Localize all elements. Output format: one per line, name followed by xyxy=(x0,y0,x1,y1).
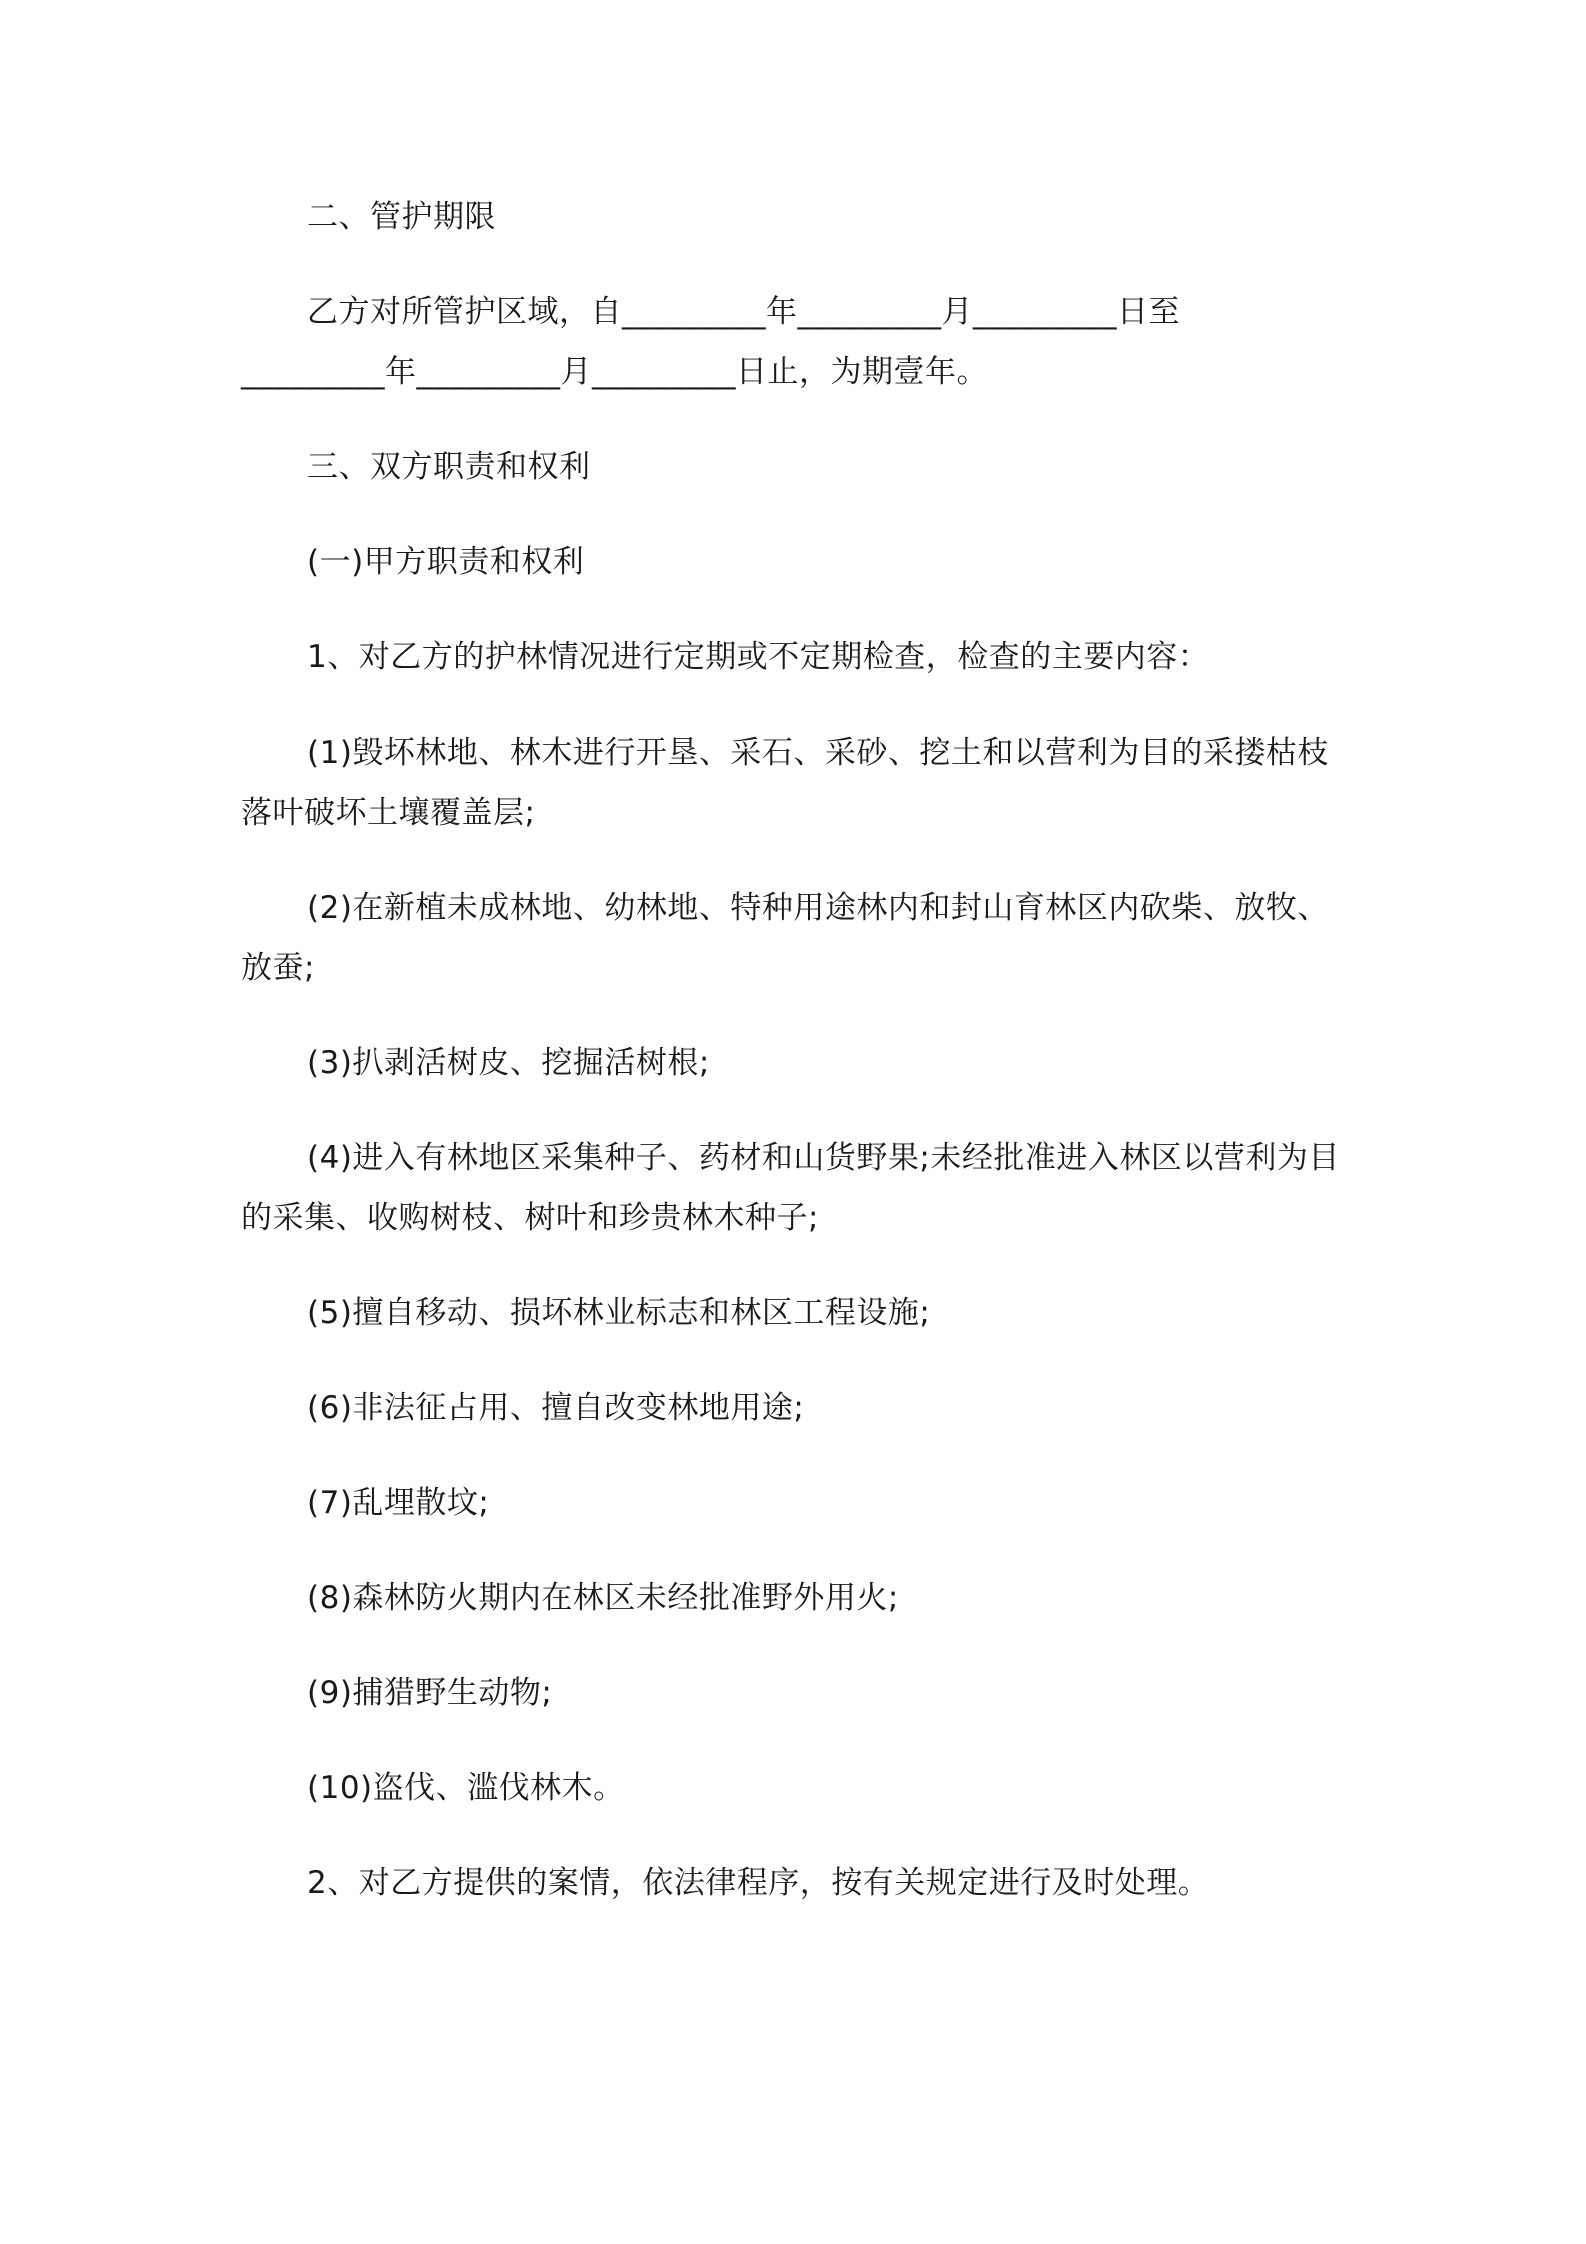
sub-item-1-line-2: 落叶破坏土壤覆盖层; xyxy=(241,795,536,831)
sub-item-10: (10)盗伐、滥伐林木。 xyxy=(307,1770,625,1806)
sub-item-1-line-1: (1)毁坏林地、林木进行开垦、采石、采砂、挖土和以营利为目的采搂枯枝 xyxy=(307,735,1329,771)
section-3-heading: 三、双方职责和权利 xyxy=(307,449,591,485)
sub-item-2-line-1: (2)在新植未成林地、幼林地、特种用途林内和封山育林区内砍柴、放牧、 xyxy=(307,890,1329,926)
item-1: 1、对乙方的护林情况进行定期或不定期检查，检查的主要内容： xyxy=(307,639,1210,675)
sub-item-4-line-2: 的采集、收购树枝、树叶和珍贵林木种子; xyxy=(241,1200,819,1236)
term-period-line-2: _________年_________月_________日止，为期壹年。 xyxy=(241,354,988,390)
sub-item-5: (5)擅自移动、损坏林业标志和林区工程设施; xyxy=(307,1295,931,1331)
sub-item-7: (7)乱埋散坟; xyxy=(307,1485,490,1521)
sub-item-6: (6)非法征占用、擅自改变林地用途; xyxy=(307,1390,805,1426)
sub-item-2-line-2: 放蚕; xyxy=(241,950,315,986)
sub-item-9: (9)捕猎野生动物; xyxy=(307,1675,553,1711)
subsection-a-heading: (一)甲方职责和权利 xyxy=(307,544,585,580)
sub-item-3: (3)扒剥活树皮、挖掘活树根; xyxy=(307,1045,710,1081)
term-period-line-1: 乙方对所管护区域，自_________年_________月_________日至 xyxy=(307,294,1180,330)
item-2: 2、对乙方提供的案情，依法律程序，按有关规定进行及时处理。 xyxy=(307,1865,1210,1901)
sub-item-4-line-1: (4)进入有林地区采集种子、药材和山货野果;未经批准进入林区以营利为目 xyxy=(307,1140,1340,1176)
sub-item-8: (8)森林防火期内在林区未经批准野外用火; xyxy=(307,1580,899,1616)
section-2-heading: 二、管护期限 xyxy=(307,199,496,235)
